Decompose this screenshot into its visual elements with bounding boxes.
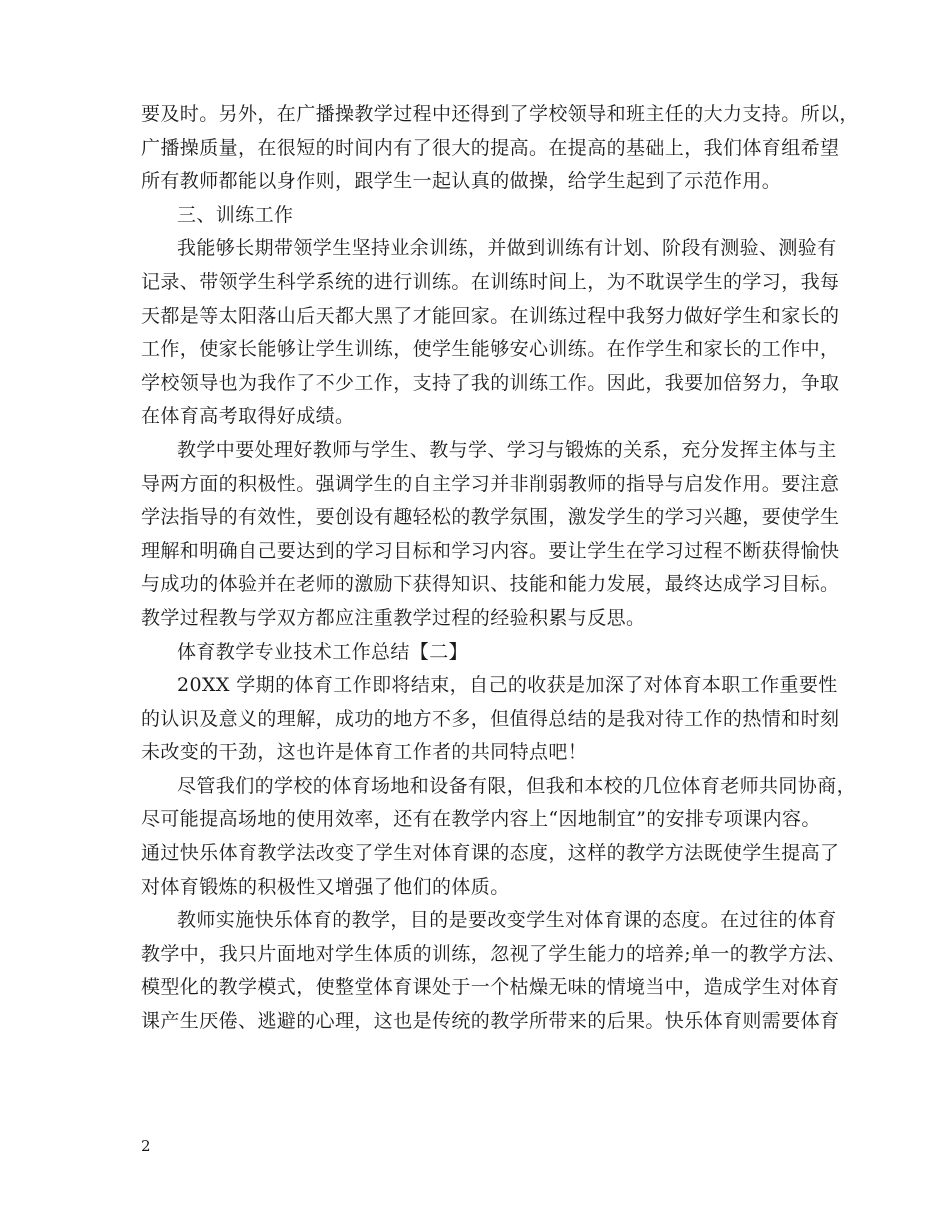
text-line: 理解和明确自己要达到的学习目标和学习内容。要让学生在学习过程不断获得愉快 [141,539,840,562]
text-line: 天都是等太阳落山后天都大黑了才能回家。在训练过程中我努力做好学生和家长的 [141,304,840,327]
text-line: 要及时。另外，在广播操教学过程中还得到了学校领导和班主任的大力支持。所以， [141,103,859,125]
text-line: 对体育锻炼的积极性又增强了他们的体质。 [141,875,510,898]
text-line: 工作，使家长能够让学生训练，使学生能够安心训练。在作学生和家长的工作中， [141,338,840,361]
text-line: 尽管我们的学校的体育场地和设备有限，但我和本校的几位体育老师共同协商， [177,774,857,797]
text-line: 的认识及意义的理解，成功的地方不多，但值得总结的是我对待工作的热情和时刻 [141,707,840,730]
page-number: 2 [141,1137,151,1155]
text-line: 学法指导的有效性，要创设有趣轻松的教学氛围，激发学生的学习兴趣，要使学生 [141,506,840,529]
text-line: 三、训练工作 [177,203,294,226]
text-line: 未改变的干劲，这也许是体育工作者的共同特点吧！ [141,741,588,764]
document-body [141,98,859,1039]
text-line: 尽可能提高场地的使用效率，还有在教学内容上“因地制宜”的安排专项课内容。 [141,808,821,831]
text-line: 体育教学专业技术工作总结【二】 [177,640,469,663]
text-line: 广播操质量，在很短的时间内有了很大的提高。在提高的基础上，我们体育组希望 [141,136,840,159]
text-line: 教学中，我只片面地对学生体质的训练，忽视了学生能力的培养;单一的教学方法、 [141,942,847,965]
text-line: 记录、带领学生科学系统的进行训练。在训练时间上，为不耽误学生的学习，我每 [141,270,840,293]
text-line: 模型化的教学模式，使整堂体育课处于一个枯燥无味的情境当中，造成学生对体育 [141,976,840,999]
text-line: 课产生厌倦、逃避的心理，这也是传统的教学所带来的后果。快乐体育则需要体育 [141,1010,840,1033]
text-line: 通过快乐体育教学法改变了学生对体育课的态度，这样的教学方法既使学生提高了 [141,842,840,865]
text-line: 所有教师都能以身作则，跟学生一起认真的做操，给学生起到了示范作用。 [141,170,782,193]
text-line: 与成功的体验并在老师的激励下获得知识、技能和能力发展，最终达成学习目标。 [141,573,840,596]
text-line: 导两方面的积极性。强调学生的自主学习并非削弱教师的指导与启发作用。要注意 [141,472,840,495]
text-line: 教学过程教与学双方都应注重教学过程的经验积累与反思。 [141,606,646,629]
text-line: 教师实施快乐体育的教学，目的是要改变学生对体育课的态度。在过往的体育 [177,909,837,932]
text-line: 学校领导也为我作了不少工作，支持了我的训练工作。因此，我要加倍努力，争取 [141,371,840,394]
text-line: 我能够长期带领学生坚持业余训练，并做到训练有计划、阶段有测验、测验有 [177,237,837,260]
text-line: 教学中要处理好教师与学生、教与学、学习与锻炼的关系，充分发挥主体与主 [177,438,837,461]
text-line: 20XX 学期的体育工作即将结束，自己的收获是加深了对体育本职工作重要性 [177,674,838,697]
text-line: 在体育高考取得好成绩。 [141,405,355,428]
